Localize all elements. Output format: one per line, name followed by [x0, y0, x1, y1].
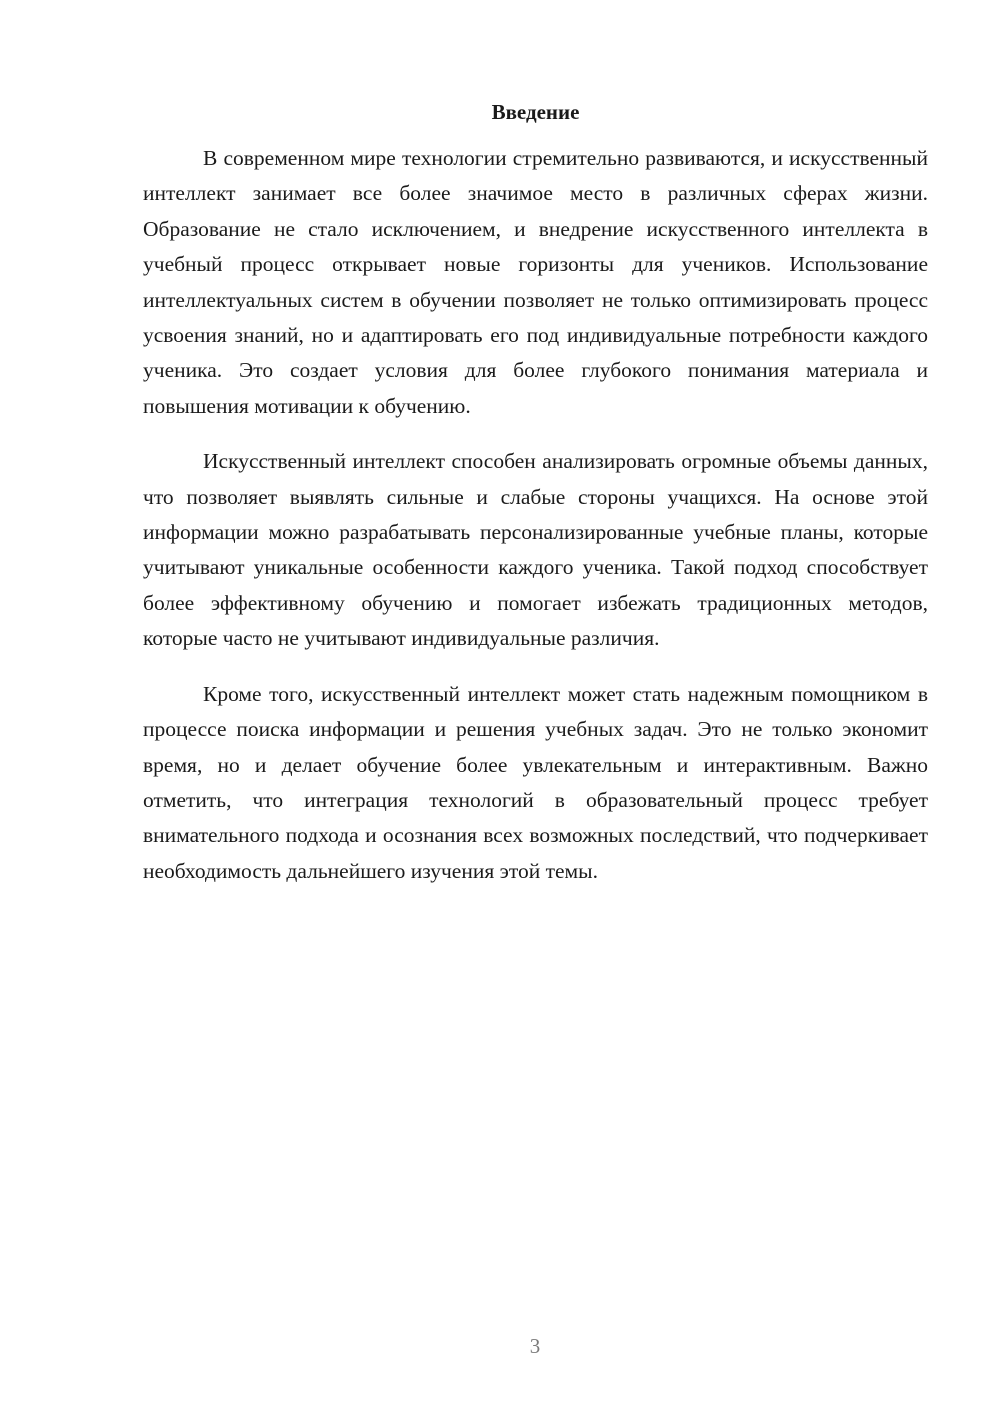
body-text — [143, 141, 928, 909]
paragraph-1: В современном мире технологии стремительно развиваются, и искусственный интеллект занимает все более значимое место в различных сферах жизни. Образование не стало исключением, и внедрение искусственного интеллекта в учебный процесс открывает новые горизонты для учеников. Использование интеллектуальных систем в обучении позволяет не только оптимизировать процесс усвоения знаний, но и адаптировать его под индивидуальные потребности каждого ученика. Это создает условия для более глубокого понимания материала и повышения мотивации к обучению. — [143, 146, 928, 418]
paragraph-2: Искусственный интеллект способен анализировать огромные объемы данных, что позволяет выявлять сильные и слабые стороны учащихся. На основе этой информации можно разрабатывать персонализированные учебные планы, которые учитывают уникальные особенности каждого ученика. Такой подход способствует более эффективному обучению и помогает избежать традиционных методов, которые часто не учитывают индивидуальные различия. — [143, 449, 928, 651]
page-number: 3 — [529, 1334, 541, 1358]
paragraph-3: Кроме того, искусственный интеллект может стать надежным помощником в процессе поиска информации и решения учебных задач. Это не только экономит время, но и делает обучение более увлекательным и интерактивным. Важно отметить, что интеграция технологий в образовательный процесс требует внимательного подхода и осознания всех возможных последствий, что подчеркивает необходимость дальнейшего изучения этой темы. — [143, 681, 928, 883]
section-heading: Введение — [491, 100, 580, 124]
